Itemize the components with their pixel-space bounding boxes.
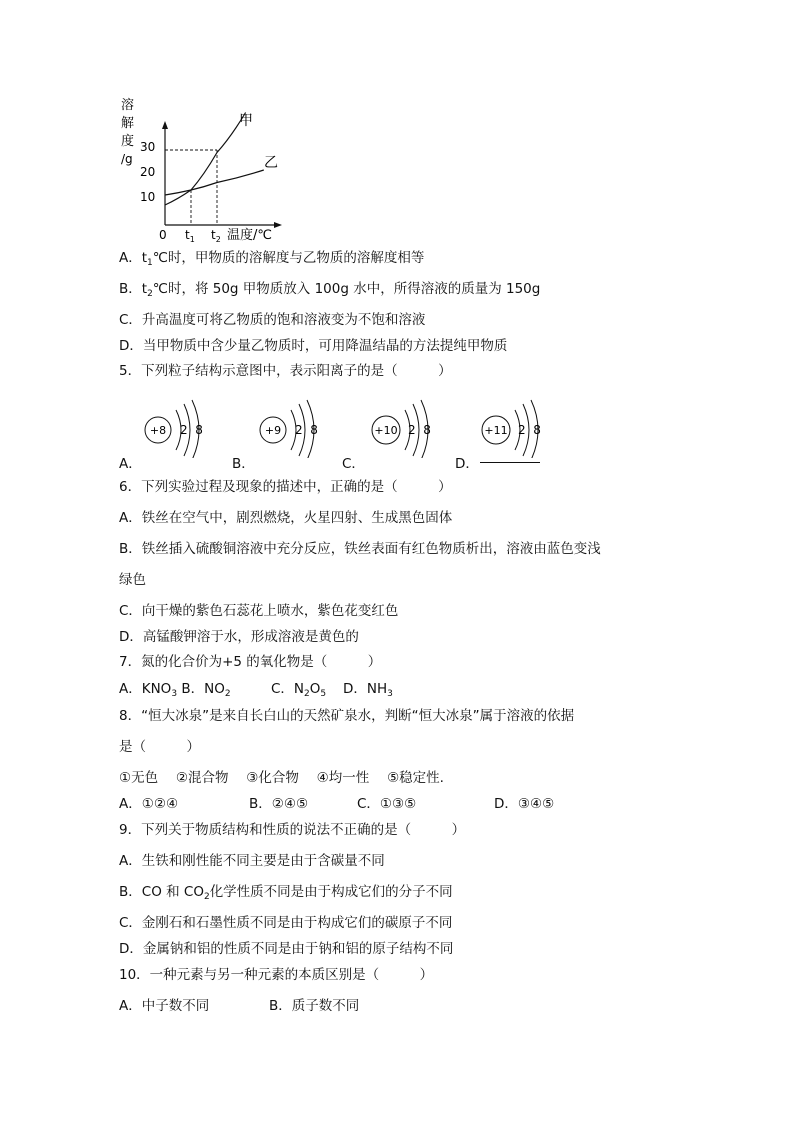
atom-d-nucleus: +11 xyxy=(484,424,508,437)
q5-label-a: A． xyxy=(119,456,142,472)
y-tick-30: 30 xyxy=(140,140,156,154)
q4-option-a xyxy=(119,249,424,272)
chart-ylabel-char-1: 溶 xyxy=(121,98,135,113)
q6-option-a: A．铁丝在空气中，剧烈燃烧，火星四射、生成黑色固体 xyxy=(119,510,453,526)
q4-b-text-2: ℃时，将 50g 甲物质放入 100g 水中，所得溶液的质量为 150g xyxy=(152,281,541,297)
q7-c-text-2: O xyxy=(309,681,321,697)
q9-option-a: A．生铁和刚性能不同主要是由于含碳量不同 xyxy=(119,853,385,869)
atom-a-shells: 2 8 xyxy=(180,423,203,437)
x-axis-label: 温度/℃ xyxy=(227,228,272,243)
q4-a-text-1: A．t xyxy=(119,250,148,266)
x-tick-t1: $t_1$ xyxy=(185,228,195,244)
q10-option-b: B．质子数不同 xyxy=(269,998,360,1014)
q5-stem: 5．下列粒子结构示意图中，表示阳离子的是（ ） xyxy=(119,363,452,379)
q7-c-sub-2: 5 xyxy=(320,689,327,699)
q8-option-d: D．③④⑤ xyxy=(494,796,555,812)
q7-option-d xyxy=(343,680,393,703)
q9-b-text-2: 化学性质不同是由于构成它们的分子不同 xyxy=(209,884,453,900)
q5-label-c: C． xyxy=(342,456,365,472)
y-tick-10: 10 xyxy=(140,190,156,204)
q4-b-text-1: B．t xyxy=(119,281,148,297)
solubility-chart xyxy=(110,95,310,245)
atom-c-nucleus: +10 xyxy=(374,424,398,437)
x-tick-0: 0 xyxy=(159,228,167,242)
atom-diagram-c xyxy=(368,398,448,458)
q4-a-text-2: ℃时，甲物质的溶解度与乙物质的溶解度相等 xyxy=(152,250,425,266)
q7-stem: 7．氮的化合价为+5 的氧化物是（ ） xyxy=(119,654,382,670)
q7-a-text: A．KNO xyxy=(119,681,172,697)
q8-option-c: C．①③⑤ xyxy=(357,796,417,812)
q6-stem: 6．下列实验过程及现象的描述中，正确的是（ ） xyxy=(119,479,452,495)
q8-option-b: B．②④⑤ xyxy=(249,796,309,812)
q10-option-a: A．中子数不同 xyxy=(119,998,210,1014)
q9-option-c: C．金刚石和石墨性质不同是由于构成它们的碳原子不同 xyxy=(119,915,453,931)
q4-a-sub: 1 xyxy=(147,258,153,268)
atom-d-shells: 2 8 xyxy=(518,423,541,437)
q7-c-sub-1: 2 xyxy=(304,689,310,699)
chart-ylabel-char-3: 度 xyxy=(121,134,135,149)
q7-a-sub: 3 xyxy=(171,689,178,699)
q8-stem-line1: 8．“恒大冰泉”是来自长白山的天然矿泉水，判断“恒大冰泉”属于溶液的依据 xyxy=(119,708,575,724)
q6-option-b-line2: 绿色 xyxy=(119,572,146,588)
series-line-jia xyxy=(165,113,246,206)
atom-b-nucleus: +9 xyxy=(264,424,282,437)
q9-option-d: D．金属钠和铝的性质不同是由于钠和铝的原子结构不同 xyxy=(119,941,454,957)
atom-diagram-d xyxy=(478,398,558,458)
q8-option-a: A．①②④ xyxy=(119,796,179,812)
atom-diagram-a xyxy=(140,398,220,458)
q7-d-text: D．NH xyxy=(343,681,388,697)
q7-d-sub: 3 xyxy=(387,689,393,699)
q8-items: ①无色 ②混合物 ③化合物 ④均一性 ⑤稳定性. xyxy=(119,770,444,786)
q5-label-b: B． xyxy=(232,456,255,472)
series-label-jia: 甲 xyxy=(239,113,253,129)
q6-option-d: D．高锰酸钾溶于水，形成溶液是黄色的 xyxy=(119,629,359,645)
q7-option-a xyxy=(119,680,231,703)
q7-c-text-1: C．N xyxy=(271,681,305,697)
q6-option-b-line1: B．铁丝插入硫酸铜溶液中充分反应，铁丝表面有红色物质析出，溶液由蓝色变浅 xyxy=(119,541,601,557)
q9-b-sub: 2 xyxy=(203,892,210,902)
atom-b-shells: 2 8 xyxy=(295,423,318,437)
q10-stem: 10．一种元素与另一种元素的本质区别是（ ） xyxy=(119,967,434,983)
q5-label-d: D． xyxy=(455,456,479,472)
atom-c-shells: 2 8 xyxy=(408,423,431,437)
q4-option-d: D．当甲物质中含少量乙物质时，可用降温结晶的方法提纯甲物质 xyxy=(119,338,508,354)
q5-d-underline xyxy=(480,462,540,463)
q9-stem: 9．下列关于物质结构和性质的说法不正确的是（ ） xyxy=(119,822,466,838)
q9-option-b xyxy=(119,883,453,906)
atom-diagram-b xyxy=(255,398,335,458)
q7-option-c xyxy=(271,680,326,703)
q7-b-text: B．NO xyxy=(177,681,225,697)
x-tick-t2: $t_2$ xyxy=(211,228,221,244)
chart-ylabel-char-4: /g xyxy=(121,152,133,166)
q9-b-text-1: B．CO 和 CO xyxy=(119,884,204,900)
series-label-yi: 乙 xyxy=(264,155,278,171)
q6-option-c: C．向干燥的紫色石蕊花上喷水，紫色花变红色 xyxy=(119,603,399,619)
x-axis-arrow xyxy=(274,222,282,228)
q4-option-c: C．升高温度可将乙物质的饱和溶液变为不饱和溶液 xyxy=(119,312,426,328)
q4-b-sub: 2 xyxy=(147,289,153,299)
atom-a-nucleus: +8 xyxy=(149,424,167,437)
series-line-yi xyxy=(165,170,264,195)
y-axis-arrow xyxy=(162,121,168,129)
chart-ylabel-char-2: 解 xyxy=(121,116,135,131)
q4-option-b xyxy=(119,280,540,303)
y-tick-20: 20 xyxy=(140,165,156,179)
q8-stem-line2: 是（ ） xyxy=(119,739,200,755)
q7-b-sub: 2 xyxy=(224,689,231,699)
